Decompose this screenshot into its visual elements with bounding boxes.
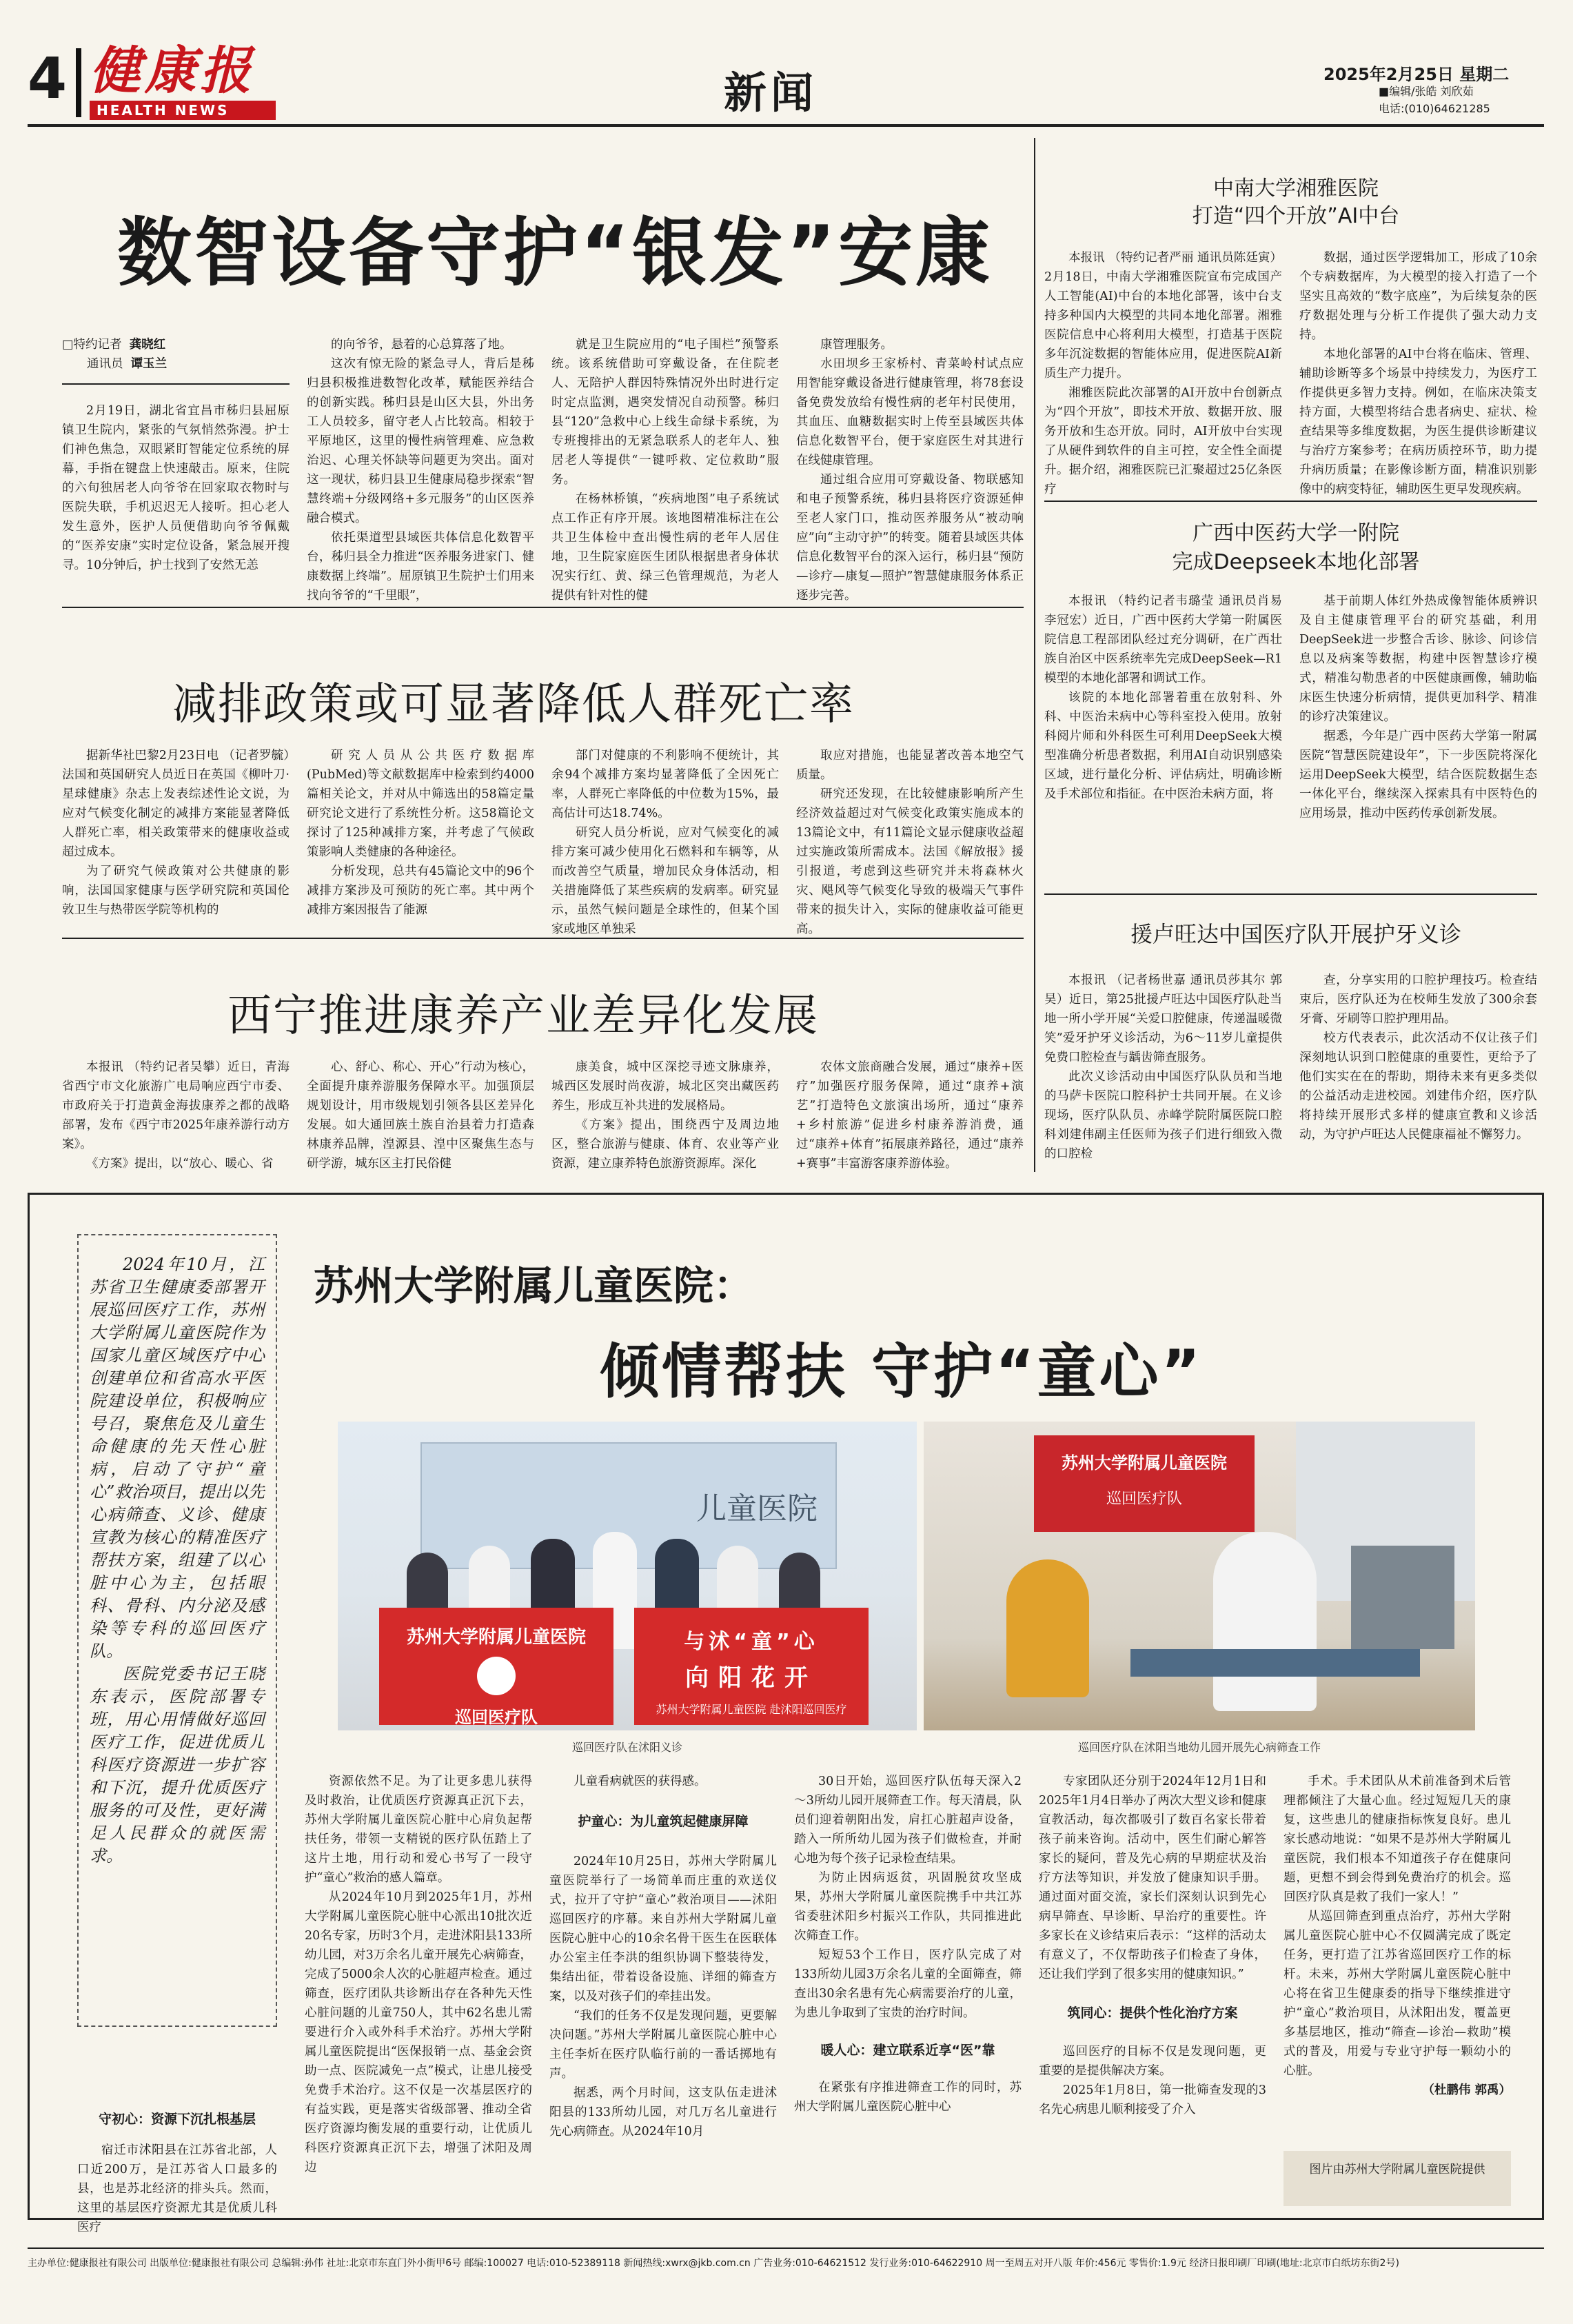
paragraph: 从巡回筛查到重点治疗，苏州大学附属儿童医院心脏中心不仅圆满完成了既定任务，更打造了江苏省巡回医疗工作的标杆。未来，苏州大学附属儿童医院心脏中心将在省卫生健康委的指导下继续推进守护“童心”救治项目，从沭阳出发，覆盖更多基层地区，推动“筛查—诊治—救助”模式的普及，用爱与专业守护每一颗幼小的心脏。 [1283,1910,1511,2078]
photo-caption-2: 巡回医疗队在沭阳当地幼儿园开展先心病筛查工作 [1077,1741,1321,1754]
subhead: 守初心：资源下沉扎根基层 [98,2112,256,2127]
rwanda-column-2 [1299,971,1537,1171]
xining-column-4 [796,1058,1024,1171]
paragraph: 就是卫生院应用的“电子围栏”预警系统。该系统借助可穿戴设备，在住院老人、无陪护人群因特殊情况外出时进行定时定点监测，遇突发情况自动预警。秭归县“120”急救中心上线生命绿卡系统，为专班搜排出的无紧急联系人的老年人、独居老人等提供“一键呼救、定位救助”服务。 [551,338,779,487]
emission-column-2 [307,746,534,927]
paragraph-group [307,746,534,920]
paragraph: 这次有惊无险的紧急寻人，背后是秭归县积极推进数智化改革，赋能医养结合的创新实践。秭归县是山区大县，外出务工人员较多，留守老人占比较高。相较于平原地区，这里的慢性病管理难、应急救治迟、心理关怀缺等问题更为突出。面对这一现状，秭归县卫生健康局稳步探索“智慧终端+分级网络+多元服务”的山区医养融合模式。 [307,357,534,525]
emission-column-3 [551,746,779,936]
banner-text: 巡回医疗队 [1106,1491,1182,1508]
feature-column-d [794,1772,1022,2216]
paragraph: 本报讯 （特约记者韦璐莹 通讯员肖易 李冠宏）近日，广西中医药大学第一附属医院信息工程部团队经过充分调研，在广西壮族自治区中医系统率先完成DeepSeek—R1模型的本地化部署和调试工作。 [1044,594,1282,685]
paragraph: 在杨林桥镇，“疾病地图”电子系统试点工作正有序开展。该地图精准标注在公共卫生体检中查出慢性病的老年人居住地，卫生院家庭医生团队根据患者身体状况实行红、黄、绿三色管理规范，为老人提供有针对性的健 [551,492,779,603]
byline-name: 龚晓红 [129,338,166,352]
feature-sub-1 [77,2110,277,2137]
section-rule [1044,501,1537,502]
paragraph: 康美食，城中区深挖寻迹文脉康养，城西区发展时尚夜游，城北区突出藏医药养生，形成互补共进的发展格局。 [551,1060,779,1113]
photo-banner [1034,1435,1255,1532]
xining-column-3 [551,1058,779,1171]
paragraph: 本报讯 （特约记者吴攀）近日，青海省西宁市文化旅游广电局响应西宁市委、市政府关于打造黄金海拔康养之都的战略部署，发布《西宁市2025年康养游行动方案》。 [62,1060,290,1151]
column-divider [1034,138,1035,1172]
paragraph: 的向爷爷，悬着的心总算落了地。 [331,338,512,352]
guangxi-column-1 [1044,592,1282,819]
paragraph: 农体文旅商融合发展，通过“康养+医疗”加强医疗服务保障，通过“康养+演艺”打造特色文旅演出场所，通过“康养+乡村旅游”促进乡村康养游消费，通过“康养+体育”拓展康养路径，通过“康养+赛事”丰富游客康养游体验。 [796,1060,1024,1171]
xiangya-title-1: 中南大学湘雅医院 [1213,176,1379,201]
paragraph: 基于前期人体红外热成像智能体质辨识及自主健康管理平台的研究基础，利用DeepSeek进一步整合舌诊、脉诊、问诊信息以及病案等数据，构建中医智慧诊疗模式，精准勾勒患者的中医健康画像，辅助临床医生快速分析病情，提供更加科学、精准的诊疗决策建议。 [1299,594,1537,724]
paragraph: 依托渠道型县域医共体信息化数智平台，秭归县全力推进“医养服务进家门、健康数据上终端”。屈原镇卫生院护士们用来找向爷爷的“千里眼”， [307,531,534,603]
paragraph-group [307,1058,534,1173]
paragraph-group [549,1852,777,2141]
footer-info: 主办单位:健康报社有限公司 出版单位:健康报社有限公司 总编辑:孙伟 社址:北京市东直门外小街甲6号 邮编:100027 电话:010-52389118 新闻热线:xwrx@jkb.com.cn 广告业务:010-64621512 发行业务:010-64622910 周一至周五对开八版 年价:456元 零售价:1.9元 经济日报印刷厂印刷(地址:北京市白纸坊东街2号) [28,2258,1399,2269]
subhead: 暖人心：建立联系近享“医”靠 [820,2043,995,2058]
masthead-rule [28,124,1544,127]
paragraph: 宿迁市沭阳县在江苏省北部，人口近200万，是江苏省人口最多的县，也是苏北经济的排头兵。然而，这里的基层医疗资源尤其是优质儿科医疗 [77,2143,277,2234]
paragraph: 2024年10月，江苏省卫生健康委部署开展巡回医疗工作，苏州大学附属儿童医院作为国家儿童区域医疗中心创建单位和省高水平医院建设单位，积极响应号召，聚焦危及儿童生命健康的先天性心脏病，启动了守护“童心”救治项目，提出以先心病筛查、义诊、健康宣教为核心的精准医疗帮扶方案，组建了以心脏中心为主，包括眼科、骨科、内分泌及感染等专科的巡回医疗队。 [90,1255,265,1661]
paragraph-group [62,1058,290,1173]
banner-text: 与沭“童”心 [684,1630,819,1654]
banner-text: 苏州大学附属儿童医院 [1062,1453,1227,1473]
paragraph-group [1039,1772,1266,1984]
paragraph: 巡回医疗的目标不仅是发现问题，更重要的是提供解决方案。 [1039,2045,1266,2078]
banner-text: 向阳花开 [685,1664,818,1692]
paragraph-group [551,335,779,605]
guangxi-title-1: 广西中医药大学一附院 [1193,521,1399,545]
paragraph-group [305,1772,532,2177]
footer-rule [28,2247,1544,2249]
paragraph: 此次义诊活动由中国医疗队队员和当地的马萨卡医院口腔科护士共同开展。在义诊现场，医疗队队员、赤峰学院附属医院口腔科刘建伟副主任医师为孩子们进行细致入微的口腔检 [1044,1070,1282,1161]
paragraph: 据悉，两个月时间，这支队伍走进沭阳县的133所幼儿园，对几万名儿童进行先心病筛查。从2024年10月 [549,2086,777,2139]
feature-intro-box [77,1234,277,2027]
paragraph-group [794,1772,1022,2023]
paragraph-group [1044,248,1282,499]
feature-column-a [77,2141,277,2234]
paragraph-group [1283,1772,1511,2081]
paragraph-group [551,1058,779,1173]
paragraph: 《方案》提出，以“放心、暖心、省 [86,1157,274,1171]
xining-column-2 [307,1058,534,1171]
paragraph: 在紧张有序推进筛查工作的同时，苏州大学附属儿童医院心脏中心 [794,2081,1022,2114]
xining-column-1 [62,1058,290,1171]
byline-role: 通讯员 [87,357,123,371]
paragraph-group [1039,2042,1266,2119]
feature-headline-2: 倾情帮扶 守护“童心” [600,1337,1203,1406]
paragraph: 本报讯 （特约记者严丽 通讯员陈廷寅）2月18日，中南大学湘雅医院宣布完成国产人工智能(AI)中台的本地化部署，该中台支持多种国内大模型的共同本地化部署。湘雅医院信息中心将利用大模型，打造基于医院多年沉淀数据的智能体应用，促进医院AI新质生产力提升。 [1044,251,1282,381]
page-number: 4 [28,46,68,112]
feature-column-e [1039,1772,1266,2216]
paragraph: 该院的本地化部署着重在放射科、外科、中医治未病中心等科室投入使用。放射科阅片师和外科医生可利用DeepSeek大模型准确分析患者数据，利用AI自动识别感染区域，进行量化分析、评估病灶，明确诊断及手术部位和指征。在中医治未病方面，将 [1044,691,1282,801]
paragraph-group [77,2141,277,2237]
paragraph-group [794,2078,1022,2116]
paragraph: 取应对措施，也能显著改善本地空气质量。 [796,749,1024,782]
banner-text: 巡回医疗队 [455,1708,538,1727]
section-rule [1044,893,1537,895]
byline-name: 谭玉兰 [130,357,168,371]
emission-column-4 [796,746,1024,936]
editors: ■编辑/张皓 刘欣茹 [1379,85,1474,98]
xiangya-title-2: 打造“四个开放”AI中台 [1192,204,1400,228]
emission-headline: 减排政策或可显著降低人群死亡率 [172,679,855,730]
byline-role: □特约记者 [62,338,122,352]
paragraph-group [796,335,1024,605]
paragraph-group [796,746,1024,939]
masthead-divider [76,48,81,117]
guangxi-column-2 [1299,592,1537,819]
paragraph: 儿童看病就医的获得感。 [574,1775,707,1788]
banner-red-left [379,1608,613,1725]
section-rule [62,607,1024,608]
paragraph-group [1299,248,1537,499]
feature-column-c [549,1772,777,2216]
paragraph-group [551,746,779,939]
paragraph: 资源依然不足。为了让更多患儿获得及时救治，让优质医疗资源真正沉下去，苏州大学附属儿童医院心脏中心肩负起帮扶任务，带领一支精锐的医疗队伍踏上了这片土地，用行动和爱心书写了一段守护“童心”救治的感人篇章。 [305,1775,532,1885]
banner-text: 苏州大学附属儿童医院 赴沭阳巡回医疗 [656,1703,847,1716]
doctor-figure [1213,1532,1317,1711]
lead-column-2 [307,335,534,603]
paragraph: 医院党委书记王晓东表示，医院部署专班，用心用情做好巡回医疗工作，促进优质儿科医疗资源进一步扩容和下沉，提升优质医疗服务的可及性，更好满足人民群众的就医需求。 [90,1664,265,1866]
paragraph: 专家团队还分别于2024年12月1日和2025年1月4日举办了两次大型义诊和健康宣教活动，每次都吸引了数百名家长带着孩子前来咨询。活动中，医生们耐心解答家长的疑问，普及先心病的早期症状及治疗方法等知识，并发放了健康知识手册。通过面对面交流，家长们深刻认识到先心病早筛查、早诊断、早治疗的重要性。许多家长在义诊结束后表示：“这样的活动太有意义了，不仅帮助孩子们检查了身体，还让我们学到了很多实用的健康知识。” [1039,1775,1266,1981]
paragraph-group [549,1772,777,1791]
paragraph: 分析发现，总共有45篇论文中的96个减排方案涉及可预防的死亡率。其中两个减排方案因报告了能源 [307,865,534,917]
paragraph-group [62,746,290,920]
lead-column-1 [62,401,290,579]
paragraph-group [1299,971,1537,1144]
paragraph-group [796,1058,1024,1173]
rwanda-headline: 援卢旺达中国医疗队开展护牙义诊 [1130,921,1461,947]
subhead: 筑同心：提供个性化治疗方案 [1067,2005,1238,2021]
paragraph: 部门对健康的不利影响不便统计，其余94个减排方案均显著降低了全因死亡率，人群死亡率降低的中位数为15%，最高估计可达18.74%。 [551,749,779,820]
paragraph: 心、舒心、称心、开心”行动为核心，全面提升康养游服务保障水平。加强顶层规划设计，用市级规划引领各县区差异化发展。如大通回族土族自治县着力打造森林康养品牌，湟源县、湟中区聚焦生态与研学游，城东区主打民俗健 [307,1060,534,1171]
lead-column-3 [551,335,779,603]
photo-credit: 图片由苏州大学附属儿童医院提供 [1309,2163,1485,2176]
paragraph: 手术。手术团队从术前准备到术后管理都倾注了大量心血。经过短短几天的康复，这些患儿的健康指标恢复良好。患儿家长感动地说：“如果不是苏州大学附属儿童医院，我们根本不知道孩子存在健康问题，更想不到会得到免费治疗的机会。巡回医疗队真是救了我们一家人！” [1283,1775,1511,1904]
lead-column-4 [796,335,1024,603]
phone: 电话:(010)64621285 [1379,102,1490,115]
feature-column-f [1283,1772,1511,2130]
paragraph: 康管理服务。 [820,338,893,352]
emblem-icon [477,1657,516,1695]
photo-caption-1: 巡回医疗队在沭阳义诊 [571,1741,682,1754]
table [1130,1649,1420,1677]
paragraph: 2025年1月8日，第一批筛查发现的3名先心病患儿顺利接受了介入 [1039,2083,1266,2116]
paragraph: 短短53个工作日，医疗队完成了对133所幼儿园3万余名儿童的全面筛查，筛查出30余名患有先心病需要治疗的儿童，为患儿争取到了宝贵的治疗时间。 [794,1948,1022,2020]
paragraph-group [90,1253,265,1868]
paragraph: 本报讯 （记者杨世嘉 通讯员莎其尔 郭昊）近日，第25批援卢旺达中国医疗队赴当地一所小学开展“关爱口腔健康，传递温暖微笑”爱牙护牙义诊活动，为6～11岁儿童提供免费口腔检查与龋齿筛查服务。 [1044,973,1282,1064]
paragraph: 研究人员分析说，应对气候变化的减排方案可减少使用化石燃料和车辆等，从而改善空气质量，增加民众身体活动，相关措施降低了某些疾病的发病率。研究显示，虽然气候问题是全球性的，但某个国家或地区单独采 [551,826,779,936]
paragraph: 查，分享实用的口腔护理技巧。检查结束后，医疗队还为在校师生发放了300余套牙膏、牙刷等口腔护理用品。 [1299,973,1537,1026]
issue-date: 2025年2月25日 星期二 [1323,65,1510,84]
guangxi-title-2: 完成Deepseek本地化部署 [1172,550,1420,574]
paragraph: 水田坝乡王家桥村、青菜岭村试点应用智能穿戴设备进行健康管理，将78套设备免费发放给有慢性病的老年村民使用，其血压、血糖数据实时上传至县域医共体信息化数智平台，便于家庭医生对其进行在线健康管理。 [796,357,1024,467]
emission-column-1 [62,746,290,927]
paragraph: 通过组合应用可穿戴设备、物联感知和电子预警系统，秭归县将医疗资源延伸至老人家门口，推动医养服务从“被动响应”向“主动守护”的转变。随着县域医共体信息化数智平台的深入运行，秭归县“预防—诊疗—康复—照护”智慧健康服务体系正逐步完善。 [796,473,1024,603]
ultrasound-device [1351,1546,1454,1649]
paragraph: 湘雅医院此次部署的AI开放中台创新点为“四个开放”，即技术开放、数据开放、服务开放和生态开放。同时，AI开放中台实现了从硬件到软件的自主可控，安全性全面提升。据介绍，湘雅医院已汇聚超过25亿条医疗 [1044,386,1282,496]
paragraph: 研究还发现，在比较健康影响所产生经济效益超过对气候变化政策实施成本的13篇论文中，有11篇论文显示健康收益超过实施政策所需成本。法国《解放报》援引报道，考虑到这些研究并未将森林火灾、飓风等气候变化导致的极端天气事件带来的损失计入，实际的健康收益可能更高。 [796,787,1024,936]
logo-text: 健康报 [90,41,255,101]
xiangya-column-1 [1044,248,1282,494]
child-figure [1006,1559,1089,1697]
logo-subtitle: HEALTH NEWS [90,101,276,120]
author-signature: （杜鹏伟 郭禹） [1422,2083,1511,2097]
section-title: 新闻 [724,68,818,118]
paragraph: 为了研究气候政策对公共健康的影响，法国国家健康与医学研究院和英国伦敦卫生与热带医学院等机构的 [62,865,290,917]
feature-column-b [305,1772,532,2216]
paragraph: 校方代表表示，此次活动不仅让孩子们深刻地认识到口腔健康的重要性，更给予了他们实实在在的帮助，期待未来有更多类似的公益活动走进校园。刘建伟介绍，医疗队将持续开展形式多样的健康宣教和义诊活动，为守护卢旺达人民健康福祉不懈努力。 [1299,1031,1537,1142]
photo-screening [924,1422,1475,1730]
photo-clinic-group [338,1422,917,1730]
byline-divider [62,383,290,385]
banner-red-right [634,1608,869,1725]
paragraph: 研究人员从公共医疗数据库(PubMed)等文献数据库中检索到约4000篇相关论文，并对从中筛选出的58篇定量研究论文进行了系统性分析。这58篇论文探讨了125种减排方案，并考虑了气候政策影响人类健康的各种途径。 [307,749,534,859]
xining-headline: 西宁推进康养产业差异化发展 [227,991,819,1042]
paragraph: 本地化部署的AI中台将在临床、管理、辅助诊断等多个场景中持续发力，为医疗工作提供更多智力支持。例如，在临床决策支持方面，大模型将结合患者病史、症状、检查结果等多维度数据，为医生提供诊断建议与治疗方案参考；在病历质控环节，助力提升病历质量；在影像诊断方面，精准识别影像中的病变特征，辅助医生更早发现疾病。 [1299,347,1537,496]
paragraph: 据新华社巴黎2月23日电 （记者罗毓）法国和英国研究人员近日在英国《柳叶刀·星球健康》杂志上发表综述性论文说，为应对气候变化制定的减排方案能显著降低人群死亡率，相关政策带来的健康收益或超过成本。 [62,749,290,859]
paragraph-group [1044,971,1282,1164]
paragraph: 为防止因病返贫，巩固脱贫攻坚成果，苏州大学附属儿童医院携手中共江苏省委驻沭阳乡村振兴工作队，共同推进此次筛查工作。 [794,1871,1022,1943]
section-rule [62,938,1024,939]
xiangya-column-2 [1299,248,1537,494]
paragraph: 2月19日，湖北省宜昌市秭归县屈原镇卫生院内，紧张的气氛悄然弥漫。护士们神色焦急，双眼紧盯智能定位系统的屏幕，手指在键盘上快速敲击。原来，住院的六旬独居老人向爷爷在回家取衣物时与医院失联，手机迟迟无人接听。担心老人发生意外，医护人员便借助向爷爷佩戴的“医养安康”实时定位设备，紧急展开搜寻。10分钟后，护士找到了安然无恙 [62,404,290,572]
paragraph: 2024年10月25日，苏州大学附属儿童医院举行了一场简单而庄重的欢送仪式，拉开了守护“童心”救治项目——沭阳巡回医疗的序幕。来自苏州大学附属儿童医院心脏中心的10余名骨干医生在医联体办公室主任李洪的组织协调下整装待发，集结出征，带着设备设施、详细的筛查方案，以及对孩子们的牵挂出发。 [549,1855,777,2003]
paragraph-group [307,335,534,605]
paragraph-group [1044,592,1282,804]
lead-headline: 数智设备守护“银发”安康 [117,210,993,296]
paragraph: 从2024年10月到2025年1月，苏州大学附属儿童医院心脏中心派出10批次近20名专家，历时3个月，走进沭阳县133所幼儿园，对3万余名儿童开展先心病筛查，完成了5000余人次的心脏超声检查。通过筛查，医疗团队共诊断出存在各种先天性心脏问题的儿童750人，其中62名患儿需要进行介入或外科手术治疗。苏州大学附属儿童医院提出“医保报销一点、基金会资助一点、医院减免一点”模式，让患儿接受免费手术治疗。这不仅是一次基层医疗的有益实践，更是落实省级部署、推动全省医疗资源均衡发展的重要行动，让优质儿科医疗资源真正沉下去，增强了沭阳及周边 [305,1890,532,2174]
paragraph: 30日开始，巡回医疗队伍每天深入2～3所幼儿园开展筛查工作。每天清晨，队员们迎着朝阳出发，肩扛心脏超声设备，踏入一所所幼儿园为孩子们做检查，并耐心地为每个孩子记录检查结果。 [794,1775,1022,1866]
lead-byline [62,335,290,374]
photo-credit-box [1283,2151,1511,2206]
paragraph-group [1299,592,1537,823]
banner-text: 苏州大学附属儿童医院 [406,1627,586,1648]
paragraph: “我们的任务不仅是发现问题，更要解决问题。”苏州大学附属儿童医院心脏中心主任李炘在医疗队临行前的一番话掷地有声。 [549,2009,777,2081]
paragraph: 《方案》提出，围绕西宁及周边地区，整合旅游与健康、体育、农业等产业资源，建立康养特色旅游资源库。深化 [551,1118,779,1171]
backdrop-text: 儿童医院 [696,1491,818,1526]
logo [90,41,290,124]
paragraph: 据悉，今年是广西中医药大学第一附属医院“智慧医院建设年”，下一步医院将深化运用DeepSeek大模型，结合医院数据生态一体化平台，继续深入探索具有中医特色的应用场景，推动中医药传承创新发展。 [1299,729,1537,820]
paragraph: 数据，通过医学逻辑加工，形成了10余个专病数据库，为大模型的接入打造了一个坚实且高效的“数字底座”，为后续复杂的医疗数据处理与分析工作提供了强大动力支持。 [1299,251,1537,342]
feature-headline-1: 苏州大学附属儿童医院： [314,1262,754,1309]
subhead: 护童心：为儿童筑起健康屏障 [578,1814,749,1829]
rwanda-column-1 [1044,971,1282,1171]
